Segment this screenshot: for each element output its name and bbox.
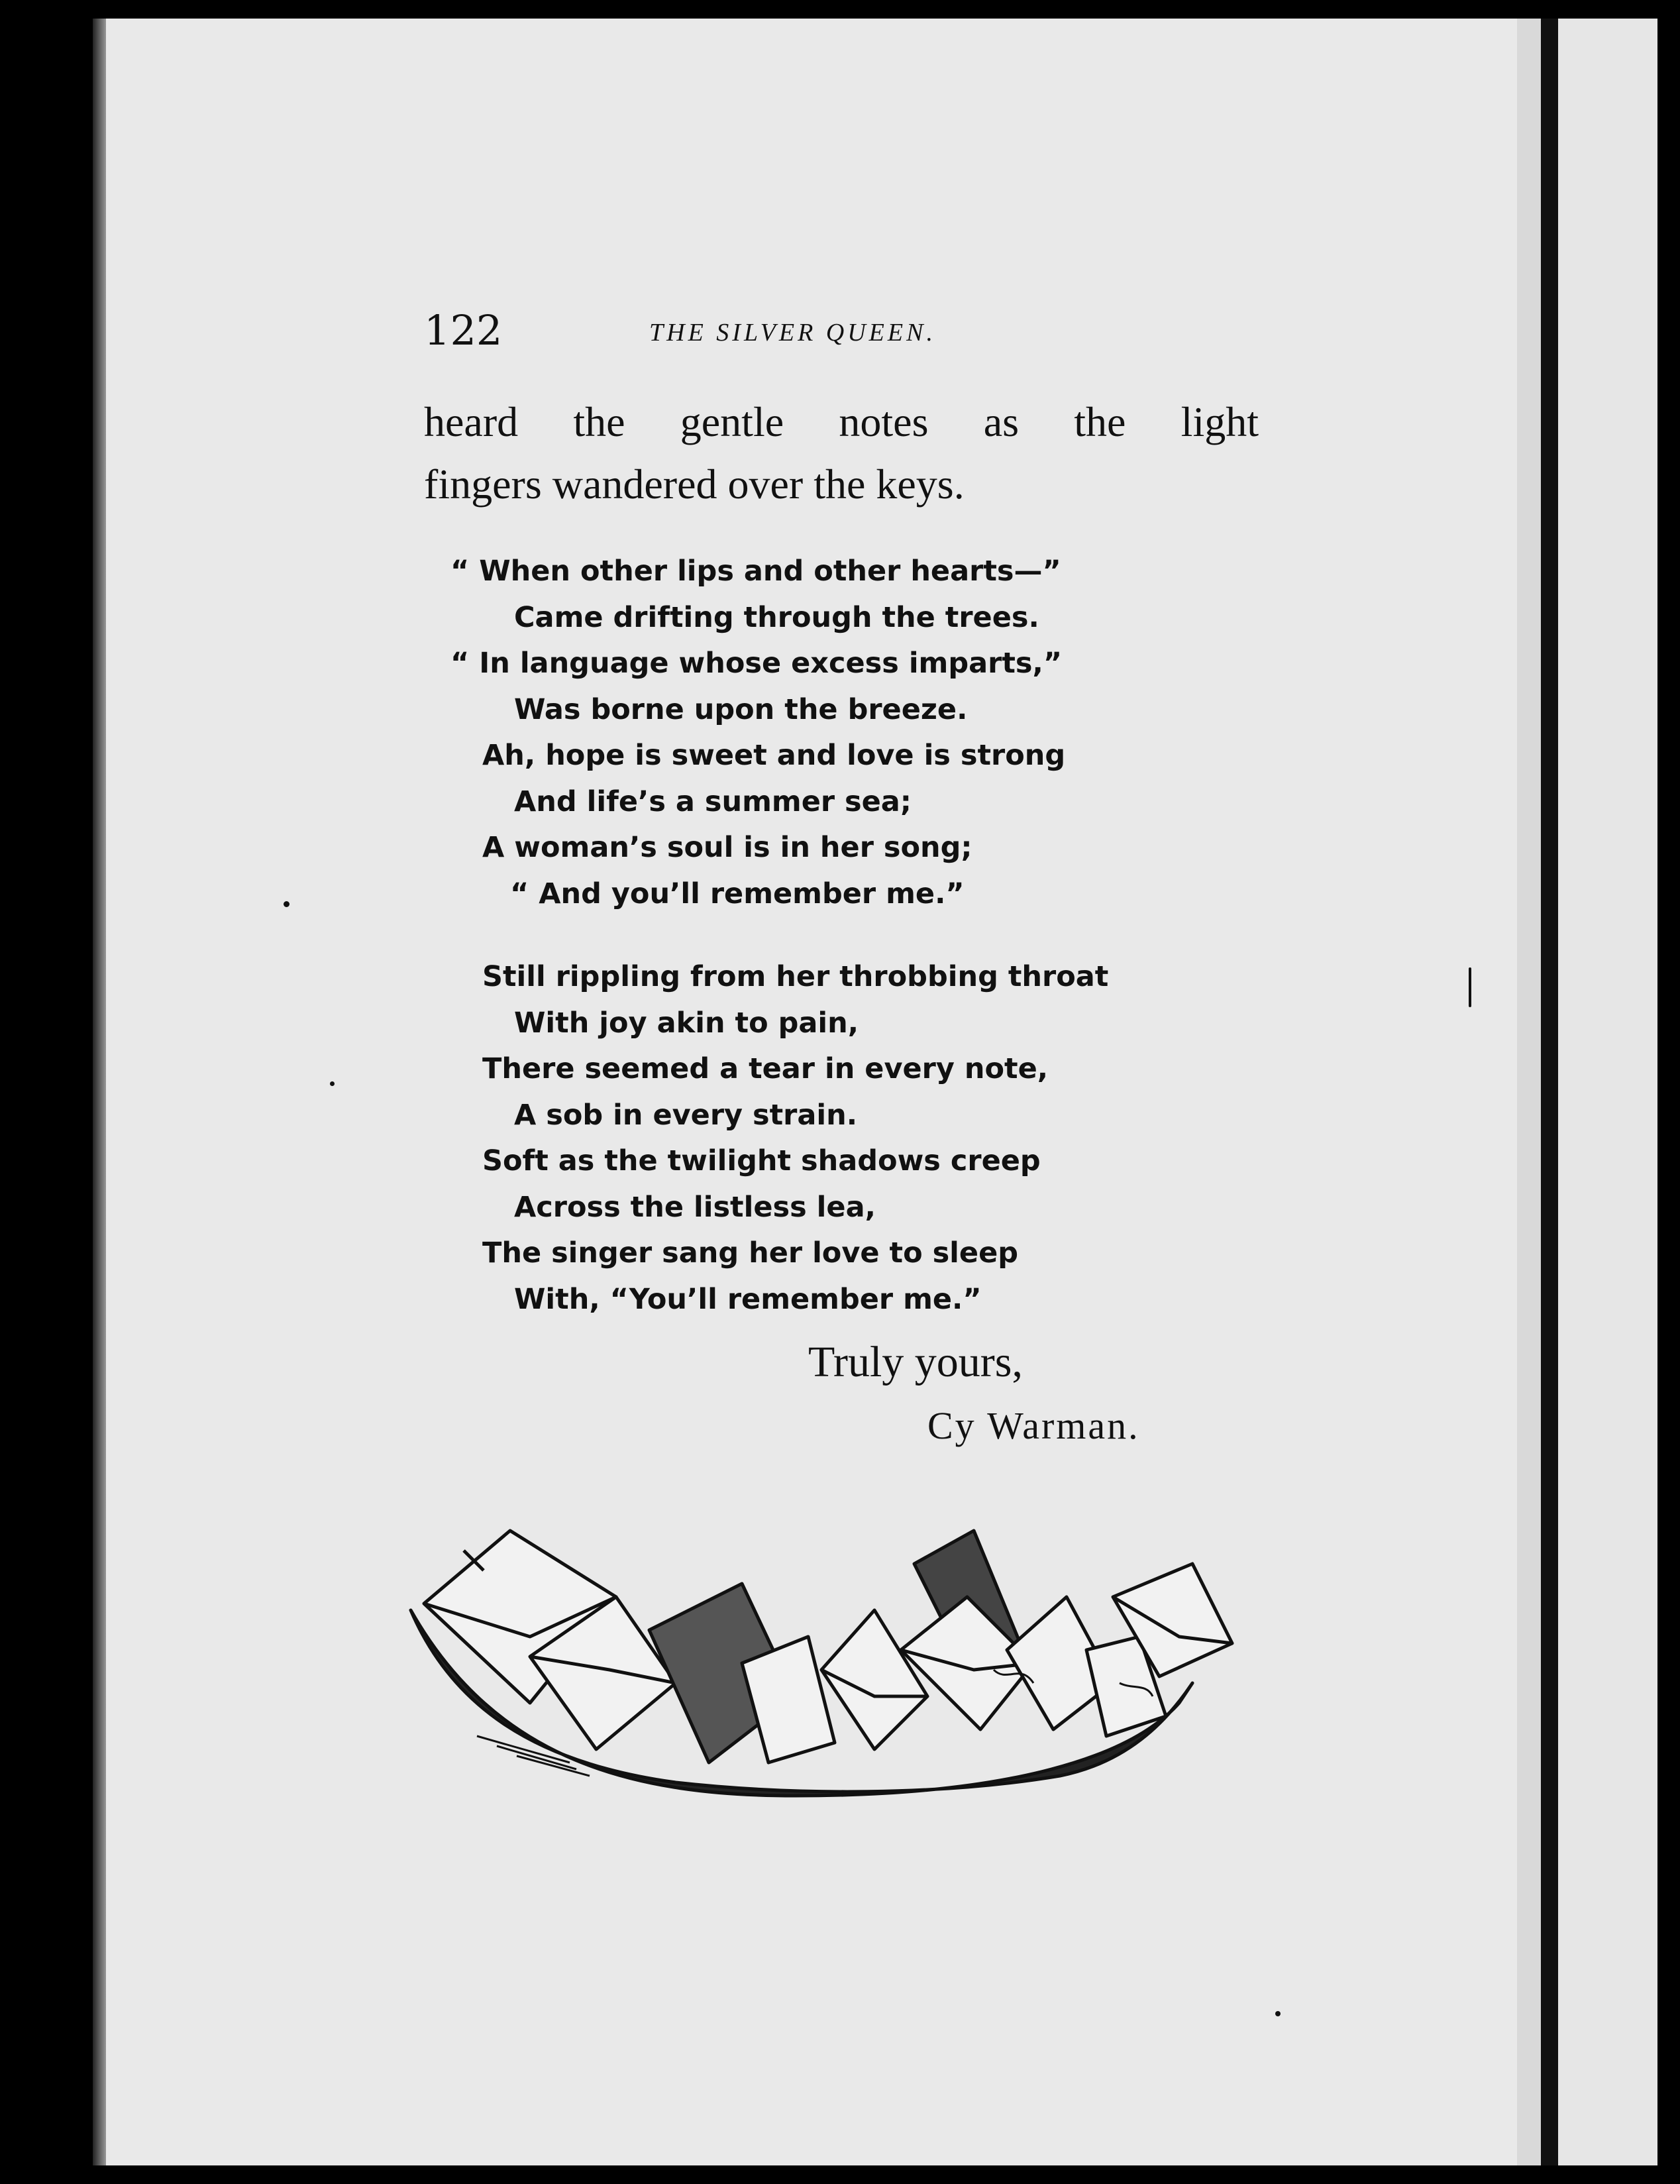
book-spine	[1541, 19, 1558, 2165]
prose-line: fingers wandered over the keys.	[424, 461, 965, 508]
poem-line: Came drifting through the trees.	[514, 600, 1039, 634]
speck	[284, 901, 289, 907]
speck	[1275, 2011, 1281, 2016]
poem-line: A woman’s soul is in her song;	[482, 831, 972, 864]
poem-line: “ And you’ll remember me.”	[510, 877, 965, 910]
poem-line: Across the listless lea,	[514, 1190, 876, 1224]
prose-line: heard the gentle notes as the light	[424, 398, 1259, 445]
poem-line: Still rippling from her throbbing throat	[482, 960, 1109, 993]
poem-line: There seemed a tear in every note,	[482, 1052, 1049, 1085]
signature-first: Cy	[927, 1404, 976, 1447]
poem-line: “ In language whose excess imparts,”	[450, 647, 1063, 680]
signature	[927, 1403, 1140, 1448]
poem-stanza-2	[450, 954, 1245, 1323]
speck	[330, 1081, 335, 1086]
speck	[1469, 967, 1471, 1007]
prose-paragraph	[424, 391, 1259, 516]
poem-line: And life’s a summer sea;	[514, 785, 912, 818]
signature-last: Warman.	[987, 1404, 1140, 1447]
letters-illustration	[397, 1484, 1298, 1835]
poem-line: With, “You’ll remember me.”	[514, 1282, 982, 1316]
poem-line: With joy akin to pain,	[514, 1006, 859, 1040]
page-header	[424, 306, 1086, 353]
running-title: THE SILVER QUEEN.	[649, 319, 936, 347]
poem-stanza-1	[450, 549, 1245, 917]
poem-line: “ When other lips and other hearts—”	[450, 555, 1061, 588]
poem-line: Was borne upon the breeze.	[514, 692, 968, 726]
closing-salutation: Truly yours,	[808, 1338, 1023, 1386]
poem-line: Ah, hope is sweet and love is strong	[482, 739, 1066, 772]
facing-page-edge	[1558, 19, 1657, 2165]
page-number: 122	[424, 306, 503, 355]
poem-line: Soft as the twilight shadows creep	[482, 1144, 1041, 1177]
poem-line: The singer sang her love to sleep	[482, 1236, 1019, 1270]
poem-line: A sob in every strain.	[514, 1098, 858, 1132]
